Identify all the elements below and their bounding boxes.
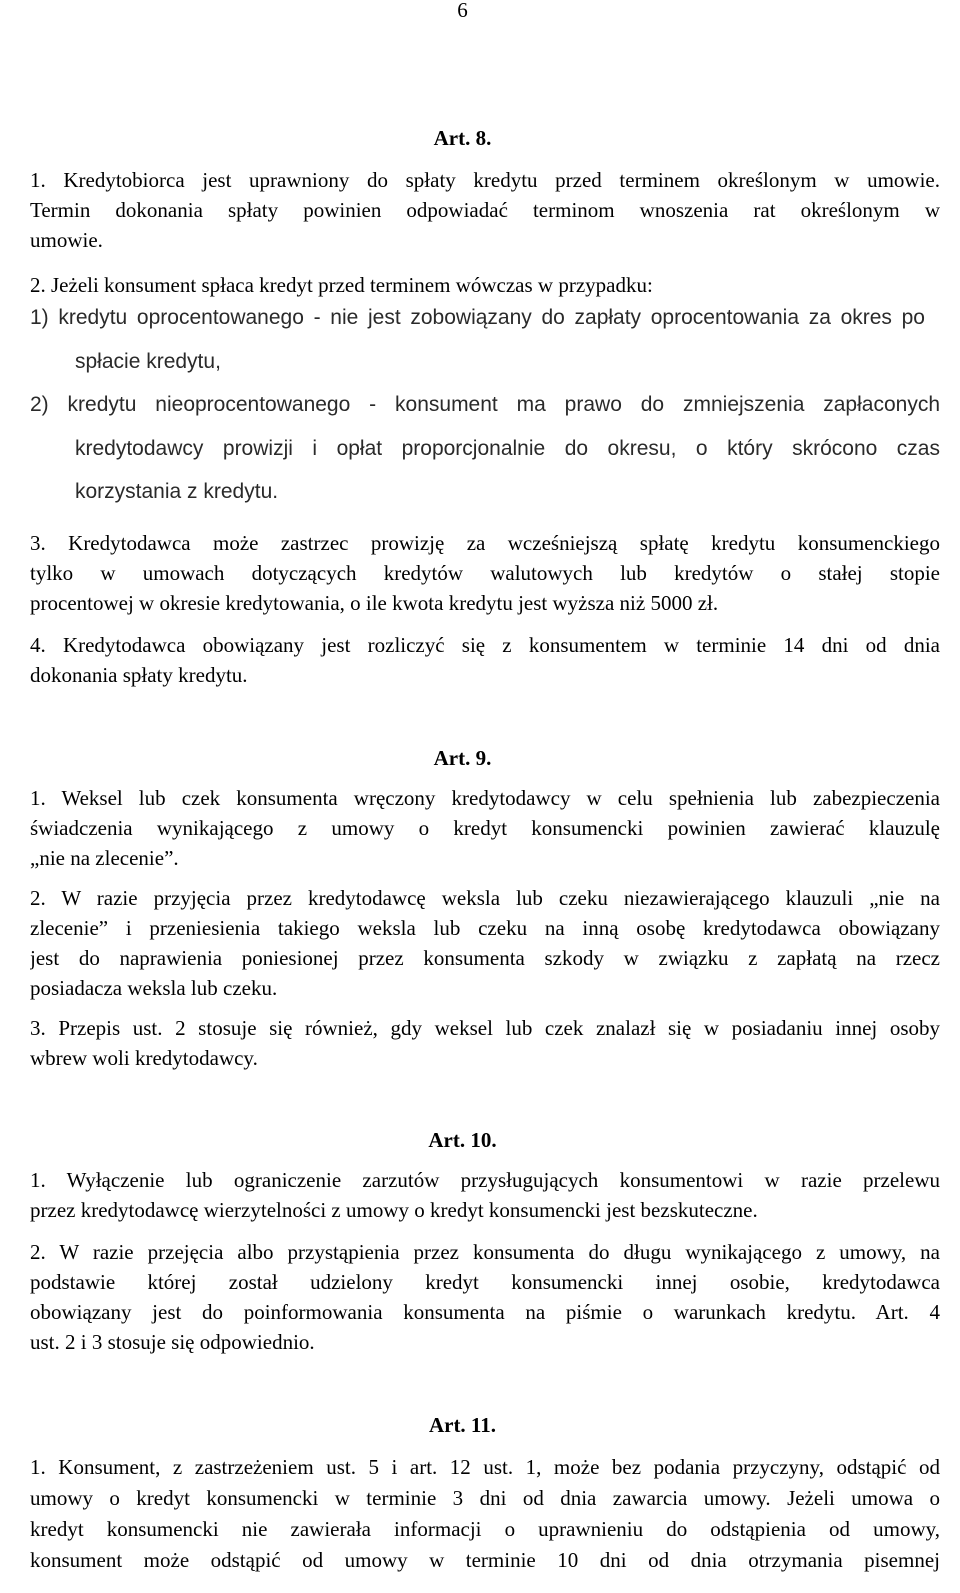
list-item-line: korzystania z kredytu. — [75, 480, 279, 503]
list-item-line: 2) kredytu nieoprocentowanego - konsument ma prawo do zmniejszenia zapłaconych — [30, 393, 940, 416]
paragraph-line: świadczenia wynikającego z umowy o kredyt konsumencki powinien zawierać klauzulę — [30, 816, 940, 840]
art8-paragraph-4 — [30, 630, 940, 690]
paragraph-line: 4. Kredytodawca obowiązany jest rozliczyć się z konsumentem w terminie 14 dni od dnia — [30, 633, 940, 657]
art8-paragraph-2-item-2 — [30, 383, 940, 514]
paragraph-line: 2. Jeżeli konsument spłaca kredyt przed terminem wówczas w przypadku: — [30, 273, 653, 297]
paragraph-line: Termin dokonania spłaty powinien odpowiadać terminom wnoszenia rat określonym w — [30, 198, 940, 222]
list-item-line: 1) kredytu oprocentowanego - nie jest zobowiązany do zapłaty oprocentowania za okres po — [30, 306, 925, 329]
paragraph-line: konsument może odstąpić od umowy w terminie 10 dni od dnia otrzymania pisemnej — [30, 1548, 940, 1572]
art9-paragraph-3 — [30, 1013, 940, 1073]
paragraph-line: zlecenie” i przeniesienia takiego weksla lub czeku na inną osobę kredytodawca obowiązany — [30, 916, 940, 940]
list-item-line: kredytodawcy prowizji i opłat proporcjonalnie do okresu, o który skrócono czas — [75, 436, 940, 460]
paragraph-line: umowie. — [30, 228, 103, 252]
art8-paragraph-1 — [30, 165, 940, 255]
paragraph-line: 3. Kredytodawca może zastrzec prowizję za wcześniejszą spłatę kredytu konsumenckiego — [30, 531, 940, 555]
art10-paragraph-1 — [30, 1165, 940, 1225]
paragraph-line: ust. 2 i 3 stosuje się odpowiednio. — [30, 1330, 315, 1354]
paragraph-line: obowiązany jest do poinformowania konsumenta na piśmie o warunkach kredytu. Art. 4 — [30, 1300, 940, 1324]
art9-paragraph-1 — [30, 783, 940, 873]
art11-paragraph-1 — [30, 1452, 940, 1576]
paragraph-line: jest do naprawienia poniesionej przez konsumenta szkody w związku z zapłatą na rzecz — [30, 946, 940, 970]
paragraph-line: 1. Konsument, z zastrzeżeniem ust. 5 i art. 12 ust. 1, może bez podania przyczyny, odstąpić od — [30, 1455, 940, 1479]
art10-paragraph-2 — [30, 1237, 940, 1357]
paragraph-line: 3. Przepis ust. 2 stosuje się również, gdy weksel lub czek znalazł się w posiadaniu innej osoby — [30, 1016, 940, 1040]
paragraph-line: 1. Wyłączenie lub ograniczenie zarzutów przysługujących konsumentowi w razie przelewu — [30, 1168, 940, 1192]
paragraph-line: przez kredytodawcę wierzytelności z umowy o kredyt konsumencki jest bezskuteczne. — [30, 1198, 758, 1222]
article-heading-11: Art. 11. — [428, 1413, 497, 1437]
paragraph-line: tylko w umowach dotyczących kredytów walutowych lub kredytów o stałej stopie — [30, 561, 940, 585]
paragraph-line: 2. W razie przyjęcia przez kredytodawcę weksla lub czeku niezawierającego klauzuli „nie na — [30, 886, 940, 910]
paragraph-line: „nie na zlecenie”. — [30, 846, 179, 870]
paragraph-line: 2. W razie przejęcia albo przystąpienia przez konsumenta do długu wynikającego z umowy, na — [30, 1240, 940, 1264]
paragraph-line: umowy o kredyt konsumencki w terminie 3 dni od dnia zawarcia umowy. Jeżeli umowa o — [30, 1486, 940, 1510]
paragraph-line: posiadacza weksla lub czeku. — [30, 976, 278, 1000]
art8-paragraph-3 — [30, 528, 940, 618]
paragraph-line: podstawie której został udzielony kredyt konsumencki innej osobie, kredytodawca — [30, 1270, 940, 1294]
article-heading-10: Art. 10. — [428, 1128, 497, 1152]
paragraph-line: wbrew woli kredytodawcy. — [30, 1046, 258, 1070]
paragraph-line: 1. Weksel lub czek konsumenta wręczony kredytodawcy w celu spełnienia lub zabezpieczenia — [30, 786, 940, 810]
art8-paragraph-2-item-1 — [30, 296, 940, 383]
article-heading-8: Art. 8. — [433, 126, 492, 150]
paragraph-line: 1. Kredytobiorca jest uprawniony do spłaty kredytu przed terminem określonym w umowie. — [30, 168, 940, 192]
art9-paragraph-2 — [30, 883, 940, 1003]
page-number: 6 — [457, 0, 468, 22]
list-item-line: spłacie kredytu, — [75, 349, 221, 373]
paragraph-line: dokonania spłaty kredytu. — [30, 663, 248, 687]
paragraph-line: procentowej w okresie kredytowania, o ile kwota kredytu jest wyższa niż 5000 zł. — [30, 591, 719, 615]
paragraph-line: kredyt konsumencki nie zawierała informacji o uprawnieniu do odstąpienia od umowy, — [30, 1517, 940, 1541]
article-heading-9: Art. 9. — [433, 746, 492, 770]
